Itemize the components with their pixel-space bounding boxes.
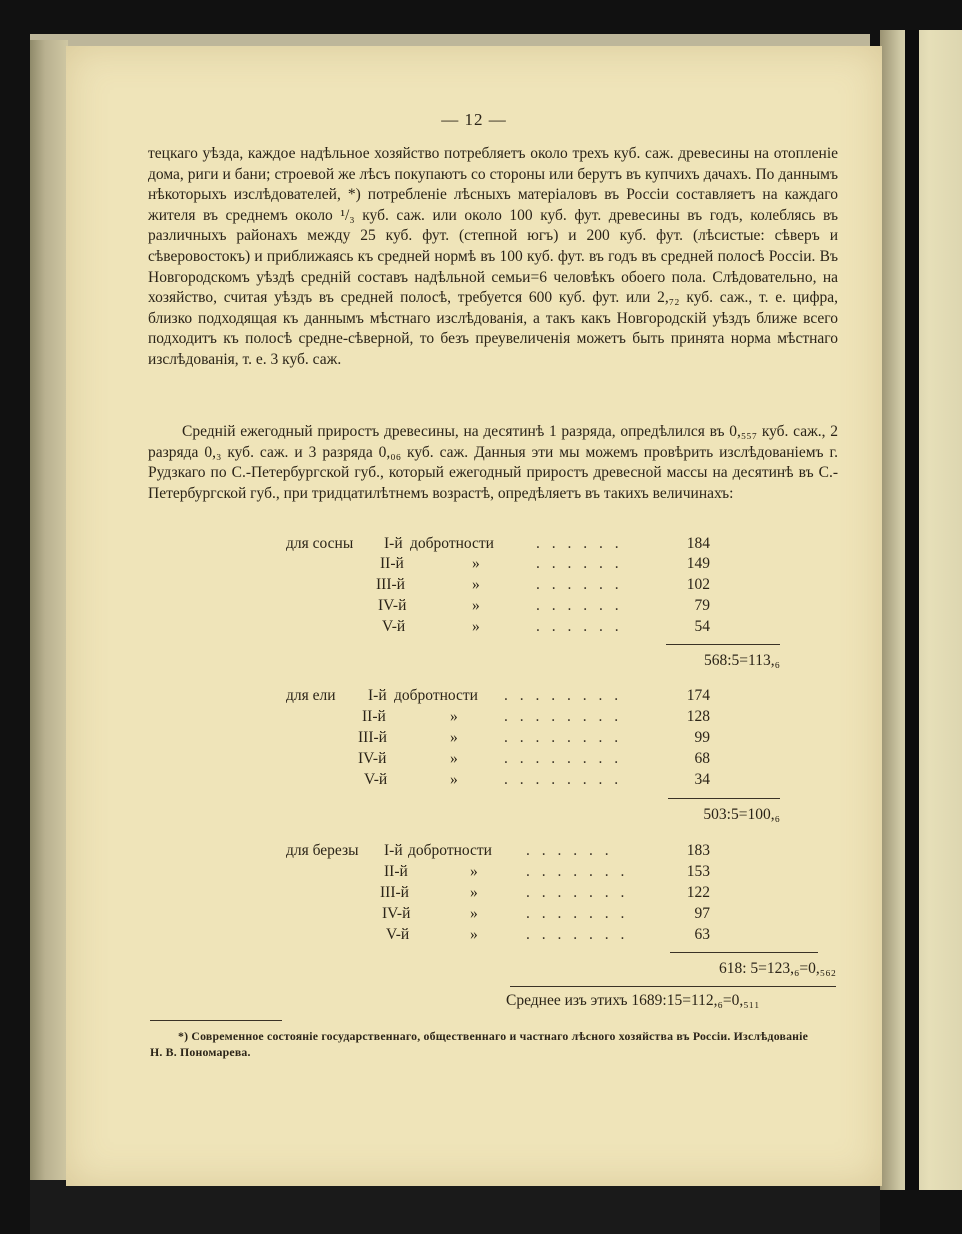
grade-word: добротности [394, 687, 478, 704]
leader-dots: . . . . . . [536, 555, 623, 572]
value-cell: 149 [686, 555, 710, 572]
grade-word: » [470, 884, 478, 901]
footnote [150, 1028, 854, 1060]
grade-word: » [472, 576, 480, 593]
leader-dots: . . . . . . . [526, 926, 629, 943]
leader-dots: . . . . . . . [526, 863, 629, 880]
grade-word: добротности [408, 842, 492, 859]
leader-dots: . . . . . . . . [504, 708, 623, 725]
grade-word: » [470, 863, 478, 880]
leader-dots: . . . . . . . [526, 905, 629, 922]
sum-rule [670, 952, 818, 953]
species-label: для березы [286, 842, 359, 859]
footnote-rule [150, 1020, 282, 1021]
scan-background [30, 1180, 880, 1234]
grade-word: » [450, 771, 458, 788]
value-cell: 34 [694, 771, 710, 788]
value-cell: 63 [694, 926, 710, 943]
grade-word: » [472, 555, 480, 572]
paragraph-1 [148, 144, 838, 371]
grade-label: I-й [384, 535, 403, 552]
value-cell: 122 [686, 884, 710, 901]
footnote-line-2: Н. В. Пономарева. [150, 1045, 251, 1059]
value-cell: 153 [686, 863, 710, 880]
grade-label: III-й [380, 884, 409, 901]
grade-label: IV-й [358, 750, 387, 767]
grade-word: » [450, 729, 458, 746]
grade-word: » [450, 708, 458, 725]
sum-value: 568:5=113,₆ [703, 652, 780, 669]
value-cell: 99 [694, 729, 710, 746]
sum-value: 618: 5=123,₆=0,₅₆₂ [718, 960, 836, 977]
leader-dots: . . . . . . . . [504, 729, 623, 746]
next-page-edge [880, 30, 962, 1190]
leader-dots: . . . . . . . [526, 884, 629, 901]
value-cell: 174 [686, 687, 710, 704]
value-cell: 184 [686, 535, 710, 552]
grade-word: » [470, 926, 478, 943]
sum-rule [668, 798, 780, 799]
sum-value: 503:5=100,₆ [703, 806, 780, 823]
leader-dots: . . . . . . . . [504, 687, 623, 704]
grade-word: » [470, 905, 478, 922]
paragraph-2 [148, 422, 838, 504]
value-cell: 68 [694, 750, 710, 767]
grade-label: II-й [380, 555, 404, 572]
leader-dots: . . . . . . . . [504, 771, 623, 788]
grade-word: » [450, 750, 458, 767]
book-binding-left [30, 40, 68, 1180]
value-cell: 183 [686, 842, 710, 859]
value-cell: 79 [694, 597, 710, 614]
grade-label: I-й [384, 842, 403, 859]
leader-dots: . . . . . . [536, 597, 623, 614]
species-label: для ели [286, 687, 336, 704]
grade-label: III-й [376, 576, 405, 593]
page-number: — 12 — [441, 110, 507, 129]
leader-dots: . . . . . . [536, 576, 623, 593]
grade-label: III-й [358, 729, 387, 746]
species-label: для сосны [286, 535, 354, 552]
grade-word: » [472, 597, 480, 614]
value-cell: 102 [686, 576, 710, 593]
leader-dots: . . . . . . . . [504, 750, 623, 767]
leader-dots: . . . . . . [536, 535, 623, 552]
footnote-line-1: *) Современное состояніе государственнаго, общественнаго и частнаго лѣсного хозяйства въ Россіи. Изслѣдованіе [178, 1029, 809, 1043]
final-rule [510, 986, 836, 987]
grade-label: I-й [368, 687, 387, 704]
value-cell: 128 [686, 708, 710, 725]
leader-dots: . . . . . . [526, 842, 613, 859]
grade-label: V-й [386, 926, 410, 943]
document-page [66, 46, 882, 1186]
grade-label: II-й [362, 708, 386, 725]
grade-label: IV-й [382, 905, 411, 922]
final-average: Среднее изъ этихъ 1689:15=112,₆=0,₅₁₁ [506, 992, 760, 1009]
value-cell: 54 [694, 618, 710, 635]
page-gap [905, 30, 919, 1190]
sum-rule [666, 644, 780, 645]
grade-word: » [472, 618, 480, 635]
grade-label: IV-й [378, 597, 407, 614]
grade-label: V-й [382, 618, 406, 635]
grade-word: добротности [410, 535, 494, 552]
paragraph-1-text: тецкаго уѣзда, каждое надѣльное хозяйство потребляетъ около трехъ куб. саж. древесины на отопленіе дома, риги и бани; строевой же лѣсъ покупаютъ со стороны или берутъ въ купчихъ дачахъ. По даннымъ нѣкоторыхъ изслѣдователей, *) потребленіе лѣсныхъ матеріаловъ въ Россіи составляетъ на каждаго жителя въ среднемъ около ¹/₃ куб. саж. или около 100 куб. фут. древесины въ годъ, колеблясь въ различныхъ районахъ между 25 куб. фут. (степной югъ) и 200 куб. фут. (лѣсистые: сѣверъ и сѣверовостокъ) и приближаясь къ средней нормѣ въ 100 куб. фут. въ годъ въ средней полосѣ Россіи. Въ Новгородскомъ уѣздѣ средній составъ надѣльной семьи=6 человѣкъ обоего пола. Слѣдовательно, на хозяйство, считая уѣздъ въ средней полосѣ, требуется 600 куб. фут. или 2,₇₂ куб. саж., т. е. цифра, близко подходящая къ даннымъ мѣстнаго изслѣдованія, а такъ какъ Новгородскій уѣздъ ближе всего подходитъ къ полосѣ средне-сѣверной, то безъ преувеличенія можетъ быть принята норма мѣстнаго изслѣдованія, т. е. 3 куб. саж. [148, 145, 838, 368]
paragraph-2-text: Средній ежегодный приростъ древесины, на десятинѣ 1 разряда, опредѣлился въ 0,₅₅₇ куб. саж., 2 разряда 0,₃ куб. саж. и 3 разряда 0,₀₆ куб. саж. Данныя эти мы можемъ провѣрить изслѣдованіемъ г. Рудзкаго по С.-Петербургской губ., который ежегодный приростъ древесной массы на десятинѣ въ С.-Петербургской губ., при тридцатилѣтнемъ возрастѣ, опредѣляетъ въ такихъ величинахъ: [148, 423, 838, 502]
leader-dots: . . . . . . [536, 618, 623, 635]
value-cell: 97 [694, 905, 710, 922]
grade-label: V-й [364, 771, 388, 788]
grade-label: II-й [384, 863, 408, 880]
